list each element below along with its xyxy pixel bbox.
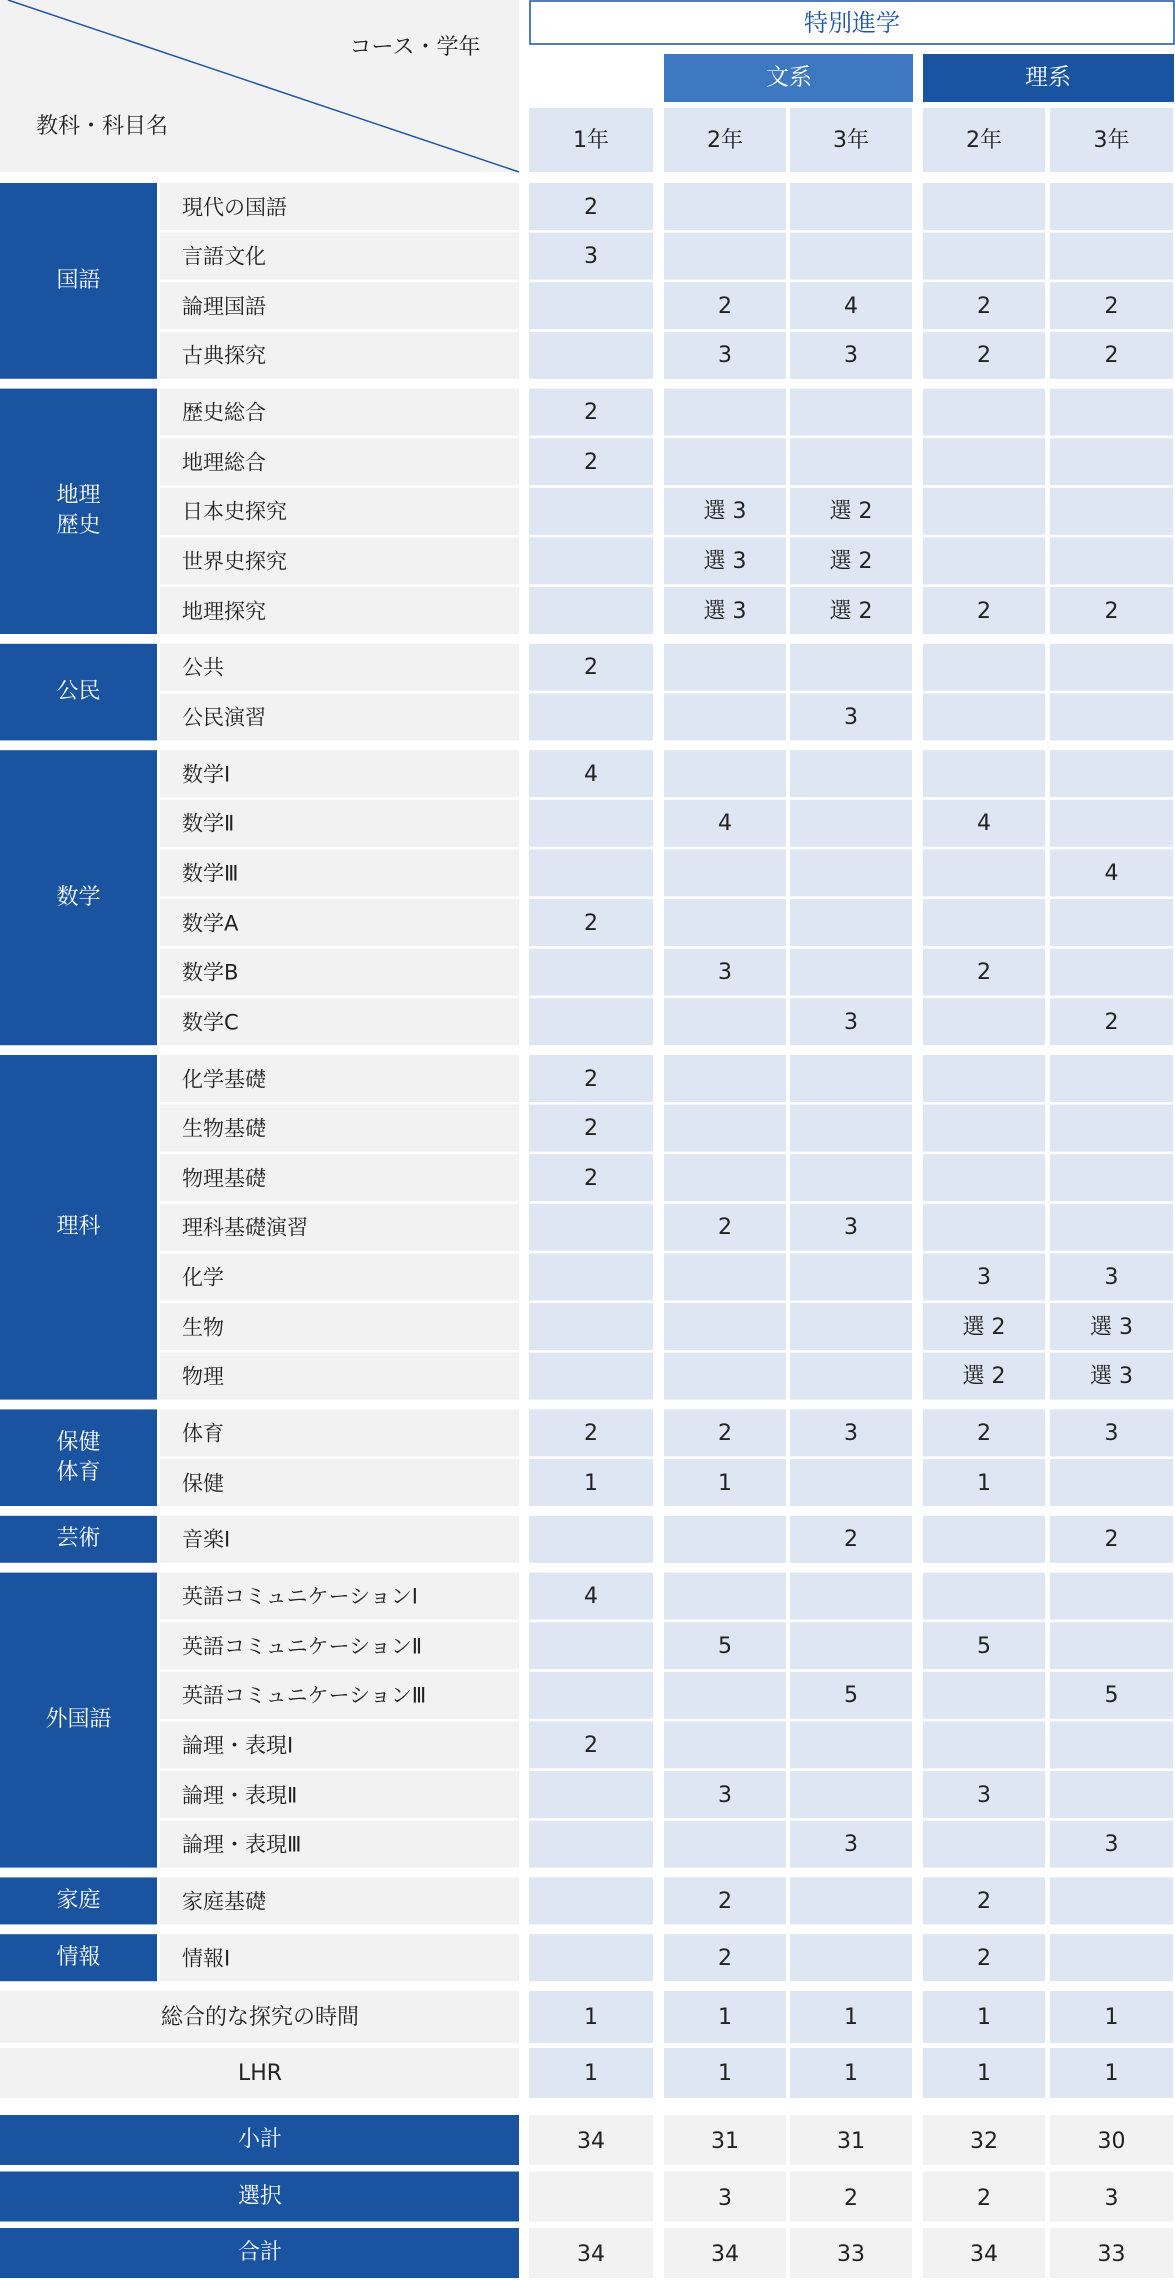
total-value: 33	[1097, 2242, 1126, 2267]
credit-value: 3	[977, 1264, 991, 1290]
credit-value: 4	[584, 761, 598, 787]
credit-value: 3	[718, 343, 732, 369]
total-value: 31	[837, 2129, 865, 2154]
credit-value: 2	[584, 1732, 598, 1758]
credit-value: 1	[844, 2061, 858, 2086]
total-value: 2	[977, 2185, 991, 2211]
credit-value: 4	[1104, 860, 1119, 886]
group-name: 地理 歴史	[56, 483, 101, 539]
subject-name: 現代の国語	[182, 195, 287, 219]
credit-value: 2	[844, 1527, 858, 1553]
subject-name: 歴史総合	[182, 400, 266, 425]
credit-value: 5	[844, 1683, 858, 1709]
subject-name: 保健	[182, 1471, 224, 1495]
group-name: 外国語	[45, 1707, 112, 1733]
group-name: 数学	[56, 884, 101, 910]
subject-name: 数学Ⅲ	[182, 861, 239, 886]
subject-name: 物理	[182, 1364, 224, 1389]
year-label: 3年	[1093, 128, 1130, 153]
subject-name: 体育	[182, 1421, 224, 1446]
credit-value: 2	[977, 1420, 991, 1446]
credit-value: 2	[977, 960, 991, 986]
credit-value: 3	[844, 1420, 858, 1446]
subject-label: 教科・科目名	[35, 114, 169, 139]
subject-name: 論理・表現Ⅱ	[182, 1783, 298, 1807]
credit-value: 1	[844, 2005, 858, 2030]
subject-name: 英語コミュニケーションⅡ	[182, 1634, 423, 1659]
credit-value: 2	[718, 1420, 732, 1446]
subject-name: 日本史探究	[182, 499, 287, 524]
subject-name: 数学B	[182, 960, 239, 985]
total-value: 2	[844, 2185, 858, 2211]
subject-name: 数学A	[182, 911, 239, 935]
subject-name: 論理・表現Ⅰ	[182, 1733, 294, 1758]
total-value: 31	[711, 2129, 739, 2154]
group-name: 芸術	[56, 1526, 101, 1552]
credit-value: 選 2	[829, 598, 873, 624]
credit-value: 1	[584, 2061, 598, 2086]
credit-value: 4	[584, 1584, 598, 1610]
credit-value: 2	[584, 655, 598, 681]
subject-name: 地理探究	[182, 599, 266, 623]
credit-value: 2	[1104, 1009, 1119, 1035]
credit-value: 選 2	[962, 1314, 1006, 1340]
total-value: 33	[837, 2242, 865, 2267]
credit-value: 4	[718, 811, 732, 837]
total-value: 3	[718, 2185, 732, 2211]
credit-value: 2	[718, 1945, 732, 1971]
credit-value: 3	[718, 1782, 732, 1808]
credit-value: 4	[977, 811, 991, 837]
credit-value: 2	[977, 1945, 991, 1971]
credit-value: 2	[1104, 343, 1119, 369]
year-label: 1年	[573, 128, 609, 153]
total-value: 34	[577, 2242, 605, 2267]
credit-value: 3	[1104, 1420, 1119, 1446]
group-name: 国語	[56, 267, 101, 293]
credit-value: 選 2	[829, 499, 873, 525]
subject-name: 英語コミュニケーションⅢ	[182, 1683, 427, 1708]
credit-value: 1	[977, 1470, 991, 1496]
credit-value: 2	[718, 1215, 732, 1241]
year-label: 2年	[966, 128, 1002, 153]
credit-value: 3	[844, 1009, 858, 1035]
total-value: 34	[970, 2242, 998, 2267]
total-row-name: 選択	[237, 2183, 283, 2209]
subject-name: 理科基礎演習	[182, 1215, 308, 1240]
total-value: 34	[577, 2129, 605, 2154]
year-label: 2年	[707, 128, 743, 153]
credit-value: 1	[584, 1470, 598, 1496]
course-year-label: コース・学年	[349, 35, 481, 60]
track-name: 文系	[766, 64, 812, 91]
track-name: 理系	[1025, 64, 1071, 91]
group-name: 理科	[56, 1214, 101, 1240]
credit-value: 選 3	[703, 499, 747, 525]
credit-value: 2	[584, 400, 598, 426]
credit-value: 選 2	[829, 548, 873, 574]
subject-name: 論理国語	[182, 294, 266, 319]
special-row-name: LHR	[237, 2061, 283, 2086]
course-name: 特別進学	[804, 9, 900, 37]
credit-value: 2	[584, 1165, 598, 1191]
subject-name: 化学基礎	[182, 1067, 266, 1091]
credit-value: 5	[1104, 1683, 1119, 1709]
subject-name: 数学Ⅰ	[182, 762, 231, 787]
credit-value: 2	[718, 1888, 732, 1914]
credit-value: 4	[844, 293, 858, 319]
group-name: 家庭	[56, 1887, 101, 1913]
subject-name: 情報Ⅰ	[182, 1946, 231, 1971]
credit-value: 2	[584, 1420, 598, 1446]
credit-value: 2	[584, 1066, 598, 1092]
credit-value: 3	[844, 1832, 858, 1858]
credit-value: 1	[718, 2061, 732, 2086]
credit-value: 1	[718, 2005, 732, 2030]
credit-value: 選 3	[703, 548, 747, 574]
credit-value: 3	[844, 343, 858, 369]
subject-name: 地理総合	[182, 450, 266, 475]
total-row-name: 合計	[237, 2240, 283, 2265]
subject-name: 化学	[182, 1265, 224, 1290]
subject-name: 生物基礎	[182, 1116, 266, 1141]
subject-name: 公民演習	[182, 705, 266, 730]
credit-value: 2	[977, 343, 991, 369]
subject-name: 論理・表現Ⅲ	[182, 1832, 302, 1857]
special-row-name: 総合的な探究の時間	[160, 2005, 360, 2030]
subject-name: 数学C	[182, 1010, 239, 1035]
subject-name: 言語文化	[182, 244, 266, 269]
credit-value: 3	[718, 960, 732, 986]
subject-name: 公共	[182, 655, 224, 680]
credit-value: 5	[977, 1633, 991, 1659]
subject-name: 古典探究	[182, 343, 266, 368]
credit-value: 2	[584, 449, 598, 475]
group-name: 公民	[56, 679, 101, 705]
credit-value: 2	[584, 910, 598, 936]
total-value: 3	[1104, 2185, 1119, 2211]
total-value: 34	[711, 2242, 739, 2267]
subject-name: 数学Ⅱ	[182, 811, 235, 836]
credit-value: 選 2	[962, 1364, 1006, 1390]
credit-value: 2	[977, 293, 991, 319]
credit-value: 2	[1104, 598, 1119, 624]
credit-value: 選 3	[703, 598, 747, 624]
group-name: 情報	[56, 1944, 101, 1970]
credit-value: 選 3	[1090, 1314, 1133, 1340]
credit-value: 1	[977, 2061, 991, 2086]
total-value: 32	[970, 2129, 998, 2154]
credit-value: 3	[977, 1782, 991, 1808]
credit-value: 2	[977, 598, 991, 624]
credit-value: 5	[718, 1633, 732, 1659]
credit-value: 1	[977, 2005, 991, 2030]
credit-value: 1	[718, 1470, 732, 1496]
subject-name: 物理基礎	[182, 1166, 266, 1191]
subject-name: 生物	[182, 1315, 224, 1339]
subject-name: 家庭基礎	[182, 1889, 266, 1914]
credit-value: 3	[844, 1215, 858, 1241]
credit-value: 2	[1104, 293, 1119, 319]
credit-value: 2	[584, 194, 598, 220]
subject-name: 音楽Ⅰ	[182, 1527, 231, 1552]
credit-value: 2	[977, 1888, 991, 1914]
credit-value: 3	[584, 244, 598, 270]
credit-value: 2	[1104, 1527, 1119, 1553]
group-name: 保健 体育	[56, 1429, 101, 1485]
credit-value: 1	[1104, 2061, 1119, 2086]
credit-value: 選 3	[1090, 1364, 1133, 1390]
total-row-name: 小計	[237, 2127, 283, 2152]
credit-value: 3	[1104, 1832, 1119, 1858]
subject-name: 世界史探究	[182, 549, 287, 574]
credit-value: 2	[584, 1116, 598, 1142]
year-label: 3年	[833, 128, 869, 153]
credit-value: 3	[844, 704, 858, 730]
credit-value: 1	[1104, 2005, 1119, 2030]
credit-value: 2	[718, 293, 732, 319]
credit-value: 3	[1104, 1264, 1119, 1290]
total-value: 30	[1097, 2129, 1126, 2154]
subject-name: 英語コミュニケーションⅠ	[182, 1584, 418, 1609]
credit-value: 1	[584, 2005, 598, 2030]
